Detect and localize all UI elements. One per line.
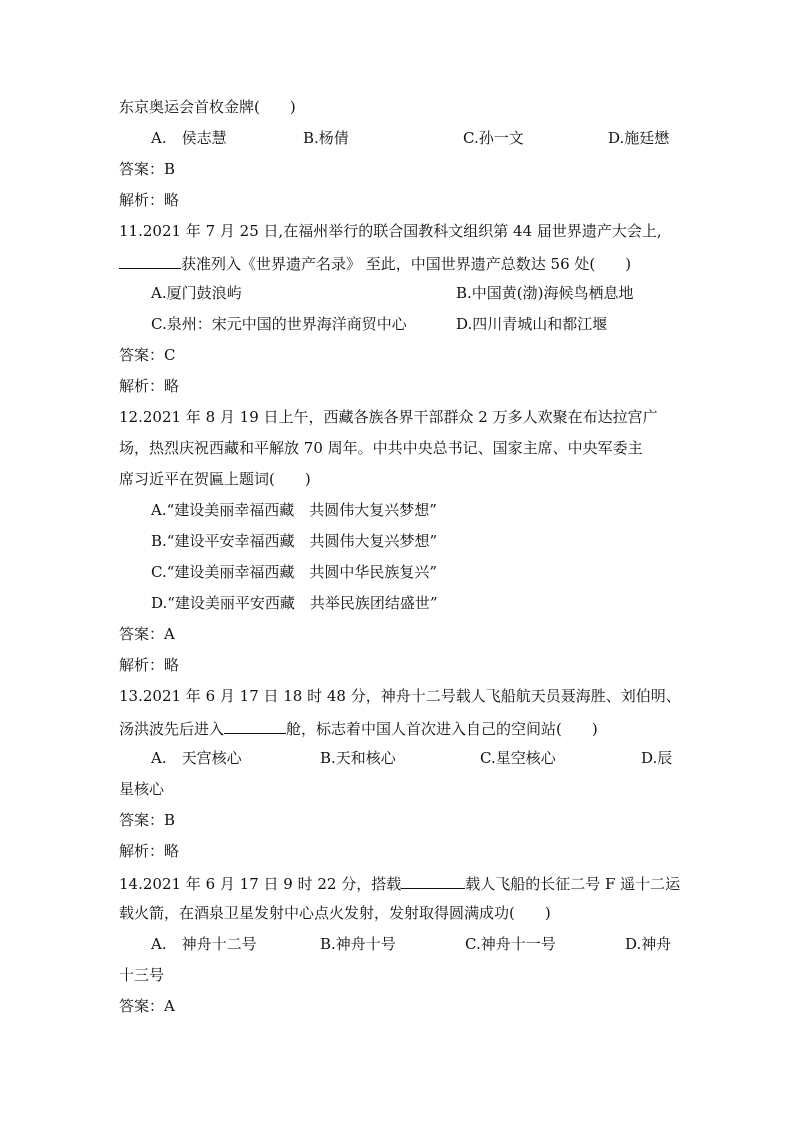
q14-option-c: C.神舟十一号: [465, 935, 556, 953]
question-10-tail: 东京奥运会首枚金牌( ): [119, 98, 296, 116]
q13-option-a: A. 天宫核心: [151, 749, 242, 767]
q10-option-b: B.杨倩: [303, 129, 349, 147]
question-11-text: 获准列入《世界遗产名录》 至此，中国世界遗产总数达 56 处( ): [181, 255, 632, 273]
question-12-line-1: 12.2021 年 8 月 19 日上午，西藏各族各界干部群众 2 万多人欢聚在布达拉宫广: [119, 408, 658, 426]
question-13-text-b: 舱，标志着中国人首次进入自己的空间站( ): [286, 720, 598, 738]
answer-blank: [401, 872, 465, 889]
q11-option-a: A.厦门鼓浪屿: [151, 284, 242, 302]
answer-blank: [119, 252, 181, 269]
question-13-text-a: 汤洪波先后进入: [119, 720, 225, 738]
q11-option-d: D.四川青城山和都江堰: [456, 315, 608, 333]
q10-analysis: 解析：略: [119, 191, 180, 209]
question-11-line-2: [119, 252, 631, 272]
q13-option-c: C.星空核心: [480, 749, 556, 767]
q12-answer: 答案：A: [119, 625, 175, 643]
question-14-line-1: [119, 872, 680, 892]
q12-analysis: 解析：略: [119, 656, 180, 674]
q13-option-d: D.辰: [641, 749, 673, 767]
question-12-line-3: 席习近平在贺匾上题词( ): [119, 470, 311, 488]
q13-answer: 答案：B: [119, 811, 176, 829]
question-14-line-2: 载火箭，在酒泉卫星发射中心点火发射，发射取得圆满成功( ): [119, 904, 551, 922]
q11-analysis: 解析：略: [119, 377, 180, 395]
q13-analysis: 解析：略: [119, 842, 180, 860]
q14-option-a: A. 神舟十二号: [151, 935, 257, 953]
q11-option-c: C.泉州：宋元中国的世界海洋商贸中心: [151, 315, 407, 333]
q14-option-b: B.神舟十号: [320, 935, 396, 953]
question-13-line-2: [119, 717, 598, 737]
q10-option-a: A. 侯志慧: [151, 129, 227, 147]
q12-option-a: A.“建设美丽幸福西藏 共圆伟大复兴梦想”: [151, 501, 437, 519]
q14-option-d: D.神舟: [625, 935, 672, 953]
q10-answer: 答案：B: [119, 160, 176, 178]
question-11-line-1: 11.2021 年 7 月 25 日,在福州举行的联合国教科文组织第 44 届世界遗产大会上,: [119, 222, 662, 240]
q13-option-d-wrap: 星核心: [119, 780, 165, 798]
q14-option-d-wrap: 十三号: [119, 966, 165, 984]
q13-option-b: B.天和核心: [320, 749, 396, 767]
q11-option-b: B.中国黄(渤)海候鸟栖息地: [456, 284, 634, 302]
q12-option-d: D.“建设美丽平安西藏 共举民族团结盛世”: [151, 594, 438, 612]
question-14-text-b: 载人飞船的长征二号 F 遥十二运: [465, 875, 681, 893]
q12-option-c: C.“建设美丽幸福西藏 共圆中华民族复兴”: [151, 563, 438, 581]
q12-option-b: B.“建设平安幸福西藏 共圆伟大复兴梦想”: [151, 532, 438, 550]
q14-answer: 答案：A: [119, 997, 175, 1015]
q11-answer: 答案：C: [119, 346, 176, 364]
question-12-line-2: 场，热烈庆祝西藏和平解放 70 周年。中共中央总书记、国家主席、中央军委主: [119, 439, 643, 457]
q10-option-c: C.孙一文: [463, 129, 524, 147]
answer-blank: [224, 717, 286, 734]
question-13-line-1: 13.2021 年 6 月 17 日 18 时 48 分，神舟十二号载人飞船航天员聂海胜、刘伯明、: [119, 687, 681, 705]
q10-option-d: D.施廷懋: [608, 129, 670, 147]
question-14-text-a: 14.2021 年 6 月 17 日 9 时 22 分，搭载: [119, 875, 402, 893]
